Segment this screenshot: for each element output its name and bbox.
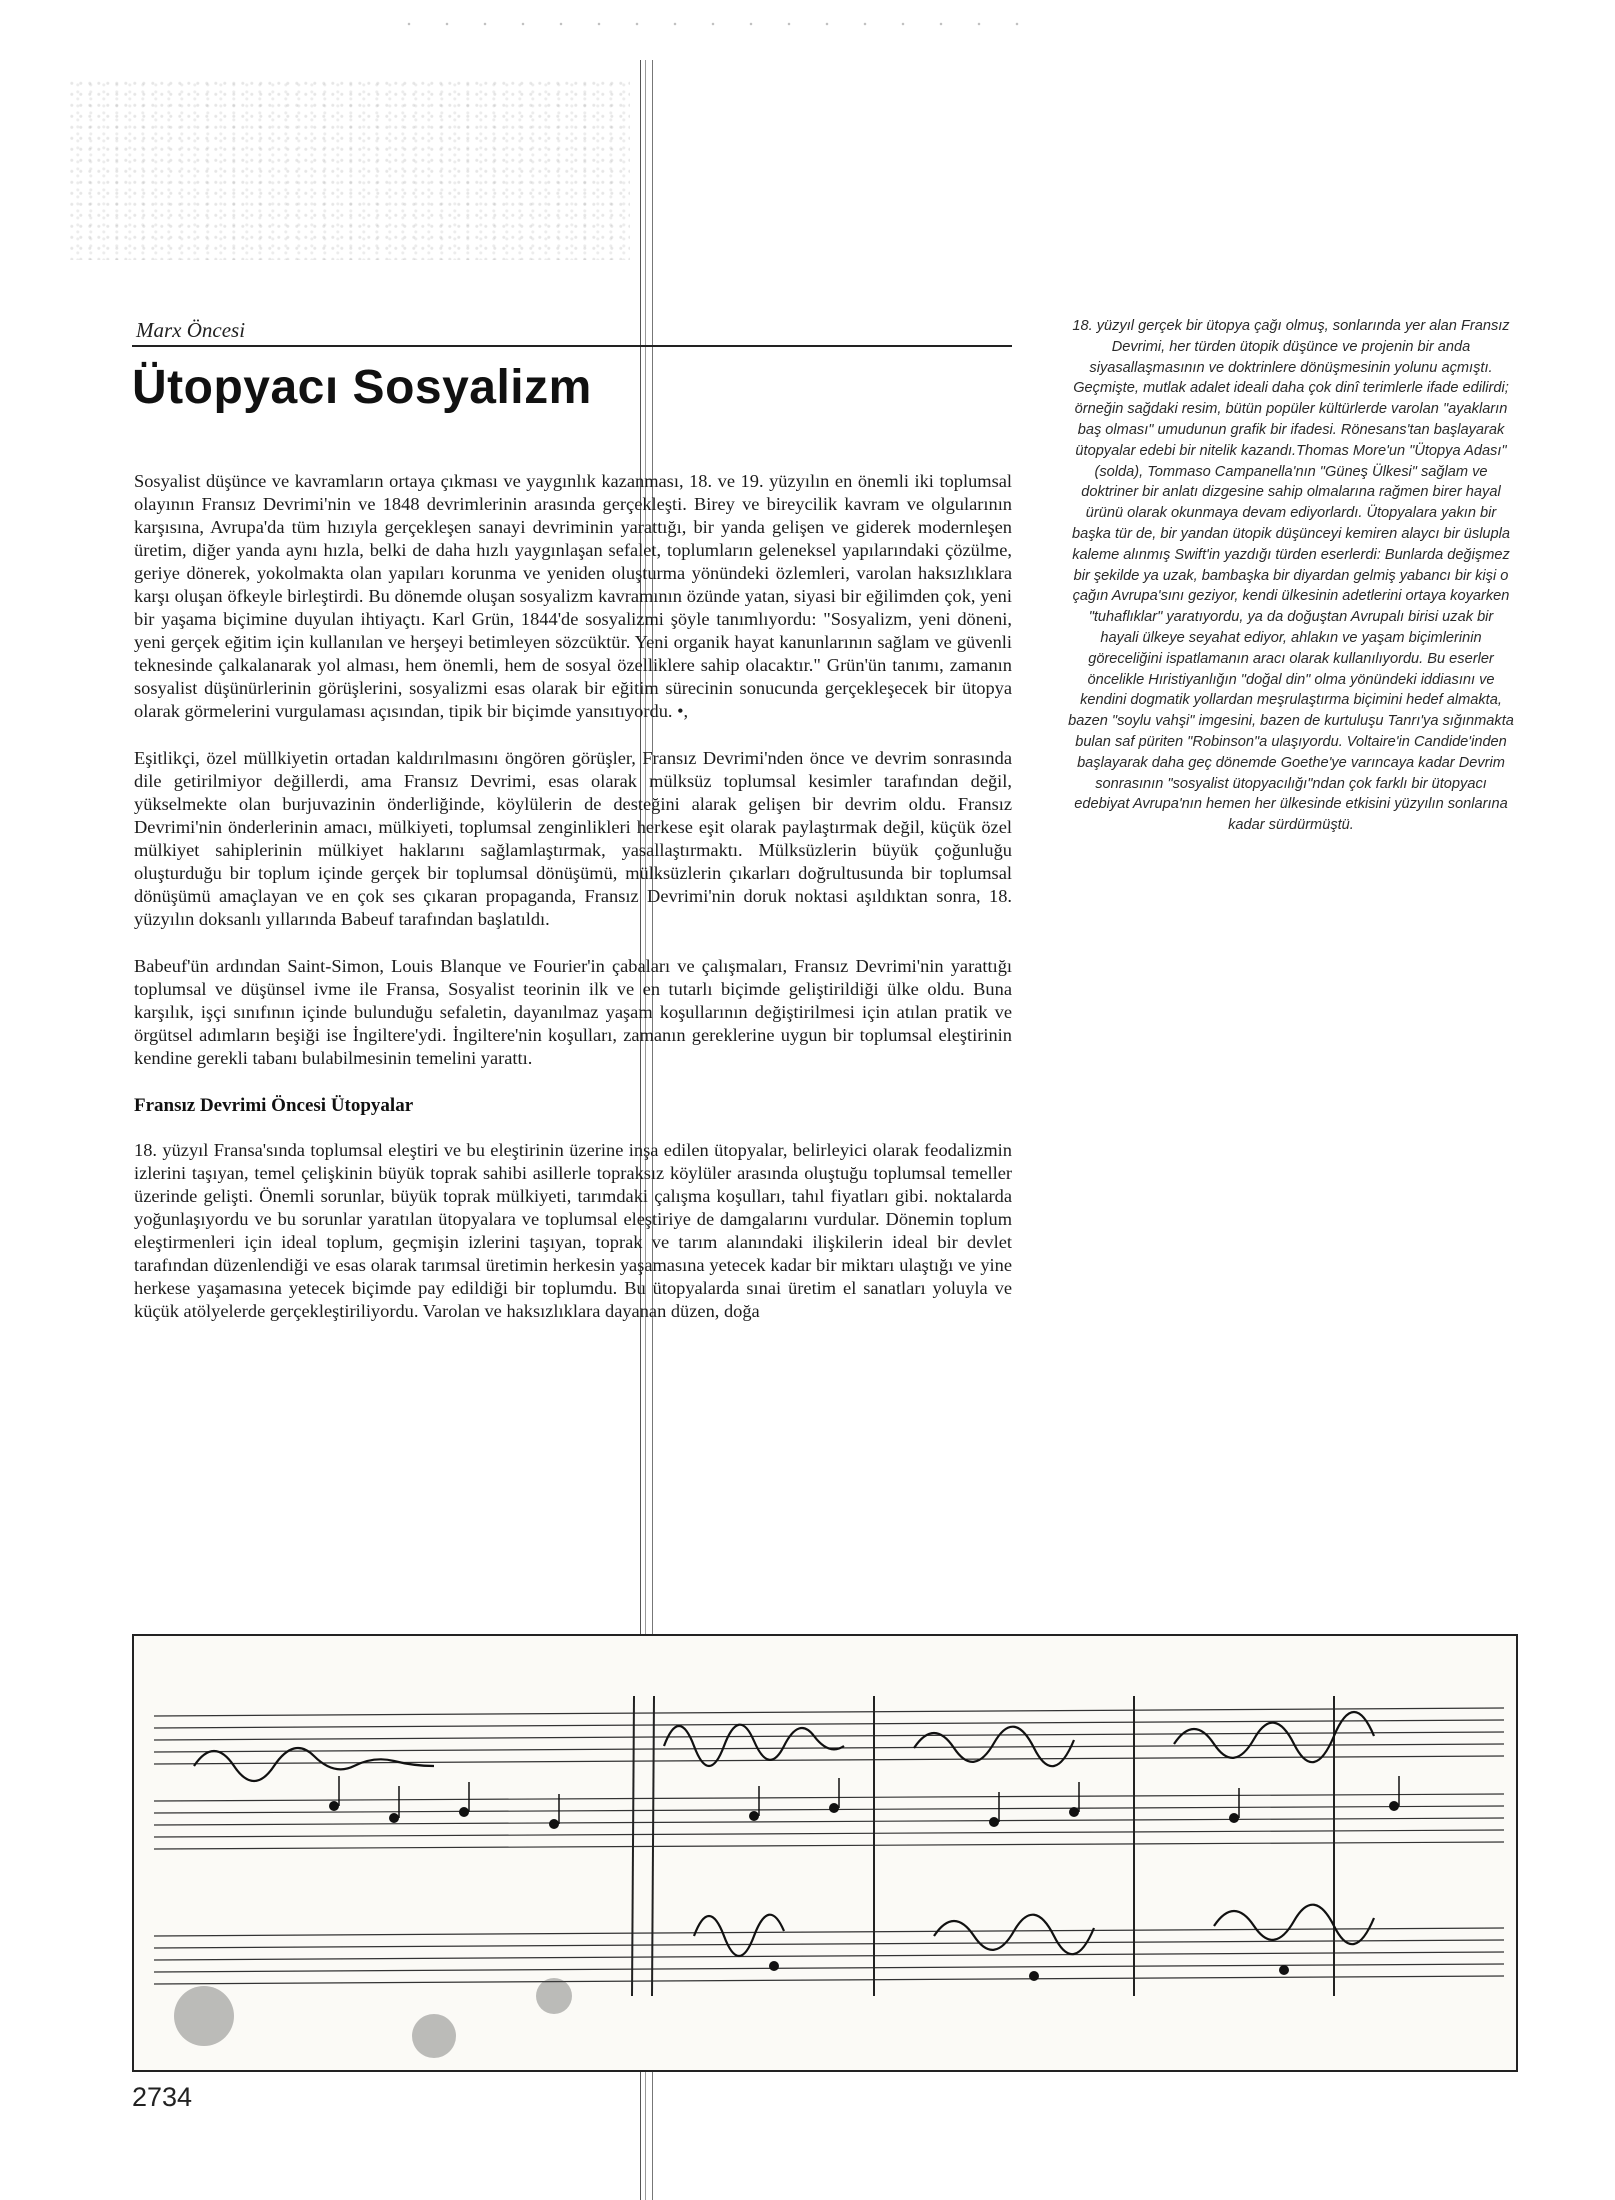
manuscript-drawing: [134, 1636, 1516, 2070]
paragraph: Eşitlikçi, özel müllkiyetin ortadan kaldırılmasını öngören görüşler, Fransız Devrimi'nden önce ve devrim sonrasında dile getirilmiyor değillerdi, ama Fransız Devrimi, esas olarak mülksüz toplumsal kesimler tarafından değil, yükselmekte olan burjuvazinin önderliğinde, köylülerin de desteğini alarak gelişen bir devrim oldu. Fransız Devrimi'nin önderlerinin amacı, mülkiyeti, toplumsal zenginlikleri herkese eşit olarak paylaştırmak değil, küçük özel mülkiyet sahiplerinin mülkiyet haklarını sağlamlaştırmak, yasallaştırmaktı. Mülksüzlerin büyük çoğunluğu oluşturduğu bir toplum içinde gerçek bir toplumsal dönüşümü, mülksüzlerin çıkarları doğrultusunda bir toplumsal dönüşümü amaçlayan ve en çok ses çıkaran propaganda, Fransız Devrimi'nin doruk noktasi aşıldıktan sonra, 18. yüzyılın doksanlı yıllarında Babeuf tarafından başlatıldı.: [134, 748, 1012, 929]
manuscript-score-image: [132, 1634, 1518, 2072]
page-title: Ütopyacı Sosyalizm: [132, 361, 592, 414]
paper-stains: [174, 1978, 572, 2058]
image-caption: [1068, 316, 1514, 836]
paragraph: 18. yüzyıl Fransa'sında toplumsal eleştiri ve bu eleştirinin üzerine inşa edilen ütopyalar, belirleyici olarak feodalizmin izlerini taşıyan, temel çelişkinin büyük toprak sahibi asillerle topraksız köylüler arasında oluştuğu toplumsal temeller üzerinde gelişti. Önemli sorunlar, büyük toprak mülkiyeti, tarımdaki çalışma koşulları, tahıl fiyatları gibi. noktalarda yoğunlaşıyordu ve bu sorunlar yaratılan ütopyalara ve toplumsal eleştiriye de damgalarını vurdular. Dönemin toplum eleştirmenleri için ideal toplum, geçmişin izlerini taşıyan, toprak ve tarım alanındaki ilişkilerin ideal bir devlet tarafından düzenlendiği ve esas olarak tarımsal üretimin herkesin yaşamasına yetecek kadar bir miktarı ulaştığı ve yine herkese yaşamasına yetecek biçimde pay edildiği bir toplumdu. Bu ütopyalarda sınai üretim el sanatları yoluyla ve küçük atölyelerde gerçekleştiriliyordu. Varolan ve haksızlıklara dayanan düzen, doğa: [134, 1140, 1012, 1321]
paragraph: Sosyalist düşünce ve kavramların ortaya çıkması ve yaygınlık kazanması, 18. ve 19. yüzyılın en önemli iki toplumsal olayının Fransız Devrimi'nin ve 1848 devrimlerinin arasında gerçekleşti. Birey ve bireycilik kavram ve olgularının karşısına, Avrupa'da tüm hızıyla gerçekleşen sanayi devriminin yarattığı, bir yanda gelişen ve giderek modernleşen üretim, diğer yanda aynı hızla, belki de daha hızlı yaygınlaşan sefalet, toplumların geleneksel yapılarındaki çözülme, geriye dönerek, yokolmakta olan yapıları korunma ve yeniden oluşturma yönündeki özlemleri, varolan haksızlıklara karşı oluşan öfkeyle birleştirdi. Bu dönemde oluşan sosyalizm kavramının özünde yatan, siyasi bir eğilimden çok, yeni bir yaşama biçimine duyulan ihtiyaçtı. Karl Grün, 1844'de sosyalizmi şöyle tanımlıyordu: "Sosyalizm, yeni döneni, yeni gerçek eğitim için kullanılan ve herşeyi betimleyen sözcüktür. Yeni organik hayat kanunlarının sağlam ve güvenli teknesinde çalkalanarak yol alması, hem önemli, hem de sosyal özelliklere sahip olacaktır." Grün'ün tanımı, zamanın sosyalist düşünürlerinin görüşlerini, sosyalizmi esas olarak bir eğitim sürecinin sonucunda gerçekleşecek bir ütopya olarak görmelerini vurgulaması açısından, tipik bir biçimde yansıtıyordu. •,: [134, 471, 1012, 721]
staff-lines-top: [154, 1708, 1504, 1849]
paragraph: Babeuf'ün ardından Saint-Simon, Louis Blanque ve Fourier'in çabaları ve çalışmaları, Fransız Devrimi'nin yarattığı toplumsal ve düşünsel ivme ile Fransa, Sosyalist teorinin ilk ve en tutarlı biçimde geliştirildiği ülke oldu. Buna karşılık, işçi sınıfının içinde bulunduğu sefaletin, dayanılmaz yaşam koşullarının değiştirilmesi için atılan pratik ve örgütsel adımların beşiği ise İngiltere'ydi. İngiltere'nin koşulları, zamanın gereklerine uygun bir toplumsal eleştirinin kendine gerekli tabanı bulabilmesinin temelini yarattı.: [134, 956, 1012, 1068]
scan-noise: [70, 80, 630, 260]
article-body: [134, 470, 1012, 1347]
page-number: 2734: [132, 2082, 193, 2112]
staff-lines-bottom: [154, 1928, 1504, 1984]
scan-edge-marks: [390, 18, 1050, 30]
section-label: Marx Öncesi: [136, 318, 246, 342]
note-stems: [339, 1776, 1399, 1824]
caption-text: 18. yüzyıl gerçek bir ütopya çağı olmuş, sonlarında yer alan Fransız Devrimi, her türden ütopik düşünce ve projenin bir anda siyasallaşmasının ve doktrinlere dönüşmesinin yolunu açmıştı. Geçmişte, mutlak adalet ideali daha çok dinî terimlerle ifade edilirdi; örneğin sağdaki resim, bütün popüler kültürlerde varolan "ayakların baş olması" umudunun grafik bir ifadesi. Rönesans'tan başlayarak ütopyalar edebi bir nitelik kazandı.Thomas More'un "Ütopya Adası" (solda), Tommaso Campanella'nın "Güneş Ülkesi" sağlam ve doktriner bir anlatı dizgesine sahip olmalarına rağmen birer hayal ürünü olarak okunmaya devam ediyorlardı. Ütopyalara yakın bir başka tür de, bir yandan ütopik düşünceyi kemiren alaycı bir üslupla kaleme alınmış Swift'in yazdığı türden eserlerdi: Bunlarda değişmez bir şekilde ya uzak, bambaşka bir diyardan gelmiş yabancı bir kişi o çağın Avrupa'sını geziyor, kendi ülkesinin adetlerini ortaya koyarken "tuhaflıklar" yaratıyordu, ya da doğuştan Avrupalı birisi uzak bir hayali ülkeye seyahat ediyor, ahlakın ve yaşam biçimlerinin göreceliğini ispatlamanın aracı olarak kullanılıyordu. Bu eserler öncelikle Hıristiyanlığın "doğal din" olma yönündeki iddiasını ve kendini dogmatik yollardan meşrulaştırma biçimini hedef almakta, bazen "soylu vahşi" imgesini, bazen de kurtuluşu Tanrı'ya sığınmakta bulan saf püriten "Robinson"a ulaşıyordu. Voltaire'in Candide'inden başlayarak daha geç dönemde Goethe'ye varıncaya kadar Devrim sonrasının "sosyalist ütopyacılığı"ndan çok farklı bir ütopyacı edebiyat Avrupa'nın hemen her ülkesinde etkisini yüzyılın sonlarına kadar sürdürmüştü.: [1068, 318, 1514, 834]
subheading: Fransız Devrimi Öncesi Ütopyalar: [134, 1095, 414, 1116]
header-rule: [132, 345, 1012, 347]
